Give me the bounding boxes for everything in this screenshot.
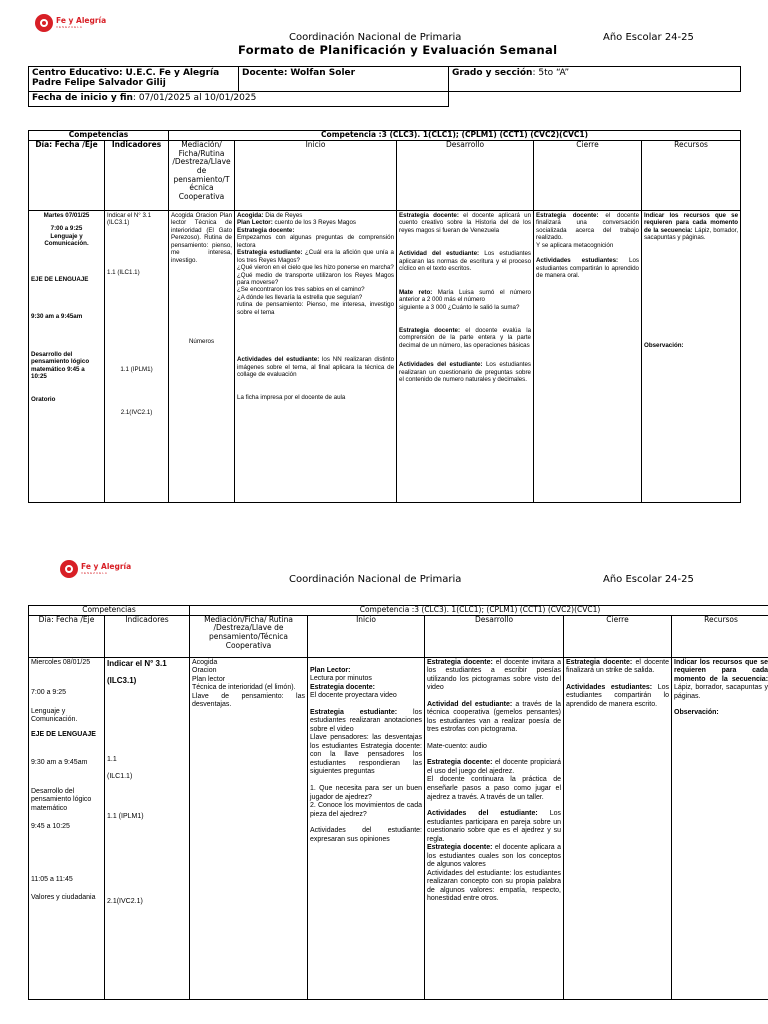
mediacion-cell-2: Acogida Oracion Plan lector Técnica de interioridad (el limón). Llave de pensamiento: las desventajas. <box>190 657 308 999</box>
inicio-cell: Acogida: Dia de Reyes Plan Lector: cuento de los 3 Reyes Magos Estrategia docente: Empezamos con algunas preguntas de comprensión lectora Estrategia estudiante: ¿Cuál era la afición que unía a los tres Reyes Magos? ¿Qué vieron en el cielo que les hizo ponerse en marcha? ¿Qué medio de transporte utilizaron los Reyes Magos para moverse? ¿Se encontraron los tres sabios en el camino? ¿A dónde les llevaría la estrella que seguían? rutina de pensamiento: Pienso, me interesa, investigo sobre el tema Actividades del estudiante: los NN realizaran distinto imágenes sobre el tema, al final aplicara la técnica de collage de evaluación La ficha impresa por el docente de aula <box>235 211 397 503</box>
logo-2 <box>60 560 131 578</box>
plan-table-2 <box>28 605 768 1000</box>
info-table <box>28 66 741 107</box>
inicio-header-2: Inicio <box>308 615 425 657</box>
competencia-code-2: Competencia :3 (CLC3). 1(CLC1); (CPLM1) (CCT1) (CVC2)(CVC1) <box>190 606 768 616</box>
desarrollo-cell: Estrategia docente: el docente aplicará un cuento creativo sobre la Historia del de los reyes magos si fueran de Venezuela Actividad del estudiante: Los estudiantes aplicaran las normas de escritura y el proceso cíclico en el texto escritos. Mate reto: María Luisa sumó el número anterior a 2 000 más el número siguiente a 3 000 ¿Cuánto le salió la suma? Estrategia docente: el docente evalúa la comprensión de la parte entera y la parte decimal de un número, las operaciones básicas Actividades del estudiante: Los estudiantes realizaran un cuestionario de preguntas sobre el contenido de numero naturales y decimales. <box>397 211 534 503</box>
desarrollo-header: Desarrollo <box>397 141 534 211</box>
logo-sub: VENEZUELA <box>56 24 83 29</box>
inicio-cell-2: Plan Lector: Lectura por minutos Estrategia docente: El docente proyectara video Estrategia estudiante: los estudiantes realizaran anotaciones sobre el video Llave pensadores: las desventajas los estudiantes Estrategia docente: con la llave pensadores los estudiantes respondieran las siguientes preguntas 1. Que necesita para ser un buen jugador de ajedrez? 2. Conoce los movimientos de cada pieza del ajedrez? Actividades del estudiante: expresaran sus opiniones <box>308 657 425 999</box>
dia-cell: Martes 07/01/25 7:00 a 9:25 Lenguaje y Comunicación. EJE DE LENGUAJE 9:30 am a 9:45am Desarrollo del pensamiento lógico matemático 9:45 a 10:25 Oratorio <box>29 211 105 503</box>
logo-heart-icon <box>35 14 53 32</box>
recursos-header: Recursos <box>642 141 741 211</box>
recursos-header-2: Recursos <box>672 615 768 657</box>
dates-cell: Fecha de inicio y fin: 07/01/2025 al 10/01/2025 <box>29 92 449 107</box>
dia-header-2: Día: Fecha /Eje <box>29 615 105 657</box>
mediacion-cell: Acogida Oracion Plan lector Técnica de interioridad (El Gato Perezoso). Rutina de pensamiento: pienso, me interesa, investigo. Números <box>169 211 235 503</box>
logo-name: Fe y Alegría <box>81 562 132 572</box>
competencias-header: Competencias <box>29 131 169 141</box>
form-title: Formato de Planificación y Evaluación Semanal <box>238 43 558 57</box>
mediacion-header-2: Mediación/Ficha/ Rutina /Destreza/Llave de pensamiento/Técnica Cooperativa <box>190 615 308 657</box>
logo <box>35 14 106 32</box>
logo-sub: VENEZUELA <box>81 570 108 575</box>
cierre-cell: Estrategia docente: el docente finalizará una conversación socializada acerca del trabajo realizado. Y se aplicara metacognición Actividades estudiantes: Los estudiantes compartirán lo aprendido de manera oral. <box>534 211 642 503</box>
dia-cell-2: Miercoles 08/01/25 7:00 a 9:25 Lenguaje y Comunicación. EJE DE LENGUAJE 9:30 am a 9:45am Desarrollo del pensamiento lógico matemático 9:45 a 10:25 11:05 a 11:45 Valores y ciudadania <box>29 657 105 999</box>
inicio-header: Inicio <box>235 141 397 211</box>
plan-table-1 <box>28 130 741 503</box>
mediacion-header: Mediación/ Ficha/Rutina /Destreza/Llave de pensamiento/T écnica Cooperativa <box>169 141 235 211</box>
cierre-header: Cierre <box>534 141 642 211</box>
coordination-title-2: Coordinación Nacional de Primaria <box>289 574 462 585</box>
grade-cell: Grado y sección: 5to “A” <box>449 67 741 92</box>
indicadores-header: Indicadores <box>105 141 169 211</box>
center-cell: Centro Educativo: U.E.C. Fe y Alegría Padre Felipe Salvador Gilij <box>29 67 239 92</box>
competencia-code: Competencia :3 (CLC3). 1(CLC1); (CPLM1) (CCT1) (CVC2)(CVC1) <box>169 131 741 141</box>
dia-header: Día: Fecha /Eje <box>29 141 105 211</box>
indicadores-cell: Indicar el N° 3.1 (ILC3.1) 1.1 (ILC1.1) 1.1 (IPLM1) 2.1(IVC2.1) <box>105 211 169 503</box>
school-year-2: Año Escolar 24-25 <box>603 574 694 585</box>
logo-name: Fe y Alegría <box>56 16 107 26</box>
logo-heart-icon <box>60 560 78 578</box>
desarrollo-header-2: Desarrollo <box>425 615 564 657</box>
recursos-cell-2: Indicar los recursos que se requieren para cada momento de la secuencia: Lápiz, borrador, sacapuntas y páginas. Observación: <box>672 657 768 999</box>
cierre-cell-2: Estrategia docente: el docente finalizará un strike de salida. Actividades estudiantes: Los estudiantes compartirán lo aprendido de manera escrito. <box>564 657 672 999</box>
desarrollo-cell-2: Estrategia docente: el docente invitara a los estudiantes a escribir poesías utilizando los pictogramas sobre visto del video Actividad del estudiante: a través de la técnica cooperativa (gemelos pensantes) los estudiantes van a realizar poesía de tres estrofas con pictograma. Mate-cuento: audio Estrategia docente: el docente propiciará el uso del juego del ajedrez. El docente continuara la práctica de enseñarle pasos a paso como jugar el ajedrez a través. A través de un taller. Actividades del estudiante: Los estudiantes participara en pareja sobre un cuestionario sobre que es el ajedrez y su regla. Estrategia docente: el docente aplicara a los estudiantes cuales son los conceptos de algunos valores Actividades del estudiante: los estudiantes realizaran concepto con su propia palabra de algunos valores: empatía, respecto, honestidad entre otros. <box>425 657 564 999</box>
recursos-cell: Indicar los recursos que se requieren para cada momento de la secuencia: Lápiz, borrador, sacapuntas y páginas. Observación: <box>642 211 741 503</box>
teacher-cell: Docente: Wolfan Soler <box>239 67 449 92</box>
indicadores-header-2: Indicadores <box>105 615 190 657</box>
cierre-header-2: Cierre <box>564 615 672 657</box>
coordination-title: Coordinación Nacional de Primaria <box>289 32 462 43</box>
school-year: Año Escolar 24-25 <box>603 32 694 43</box>
indicadores-cell-2: Indicar el N° 3.1 (ILC3.1) 1.1 (ILC1.1) 1.1 (IPLM1) 2.1(IVC2.1) <box>105 657 190 999</box>
competencias-header-2: Competencias <box>29 606 190 616</box>
